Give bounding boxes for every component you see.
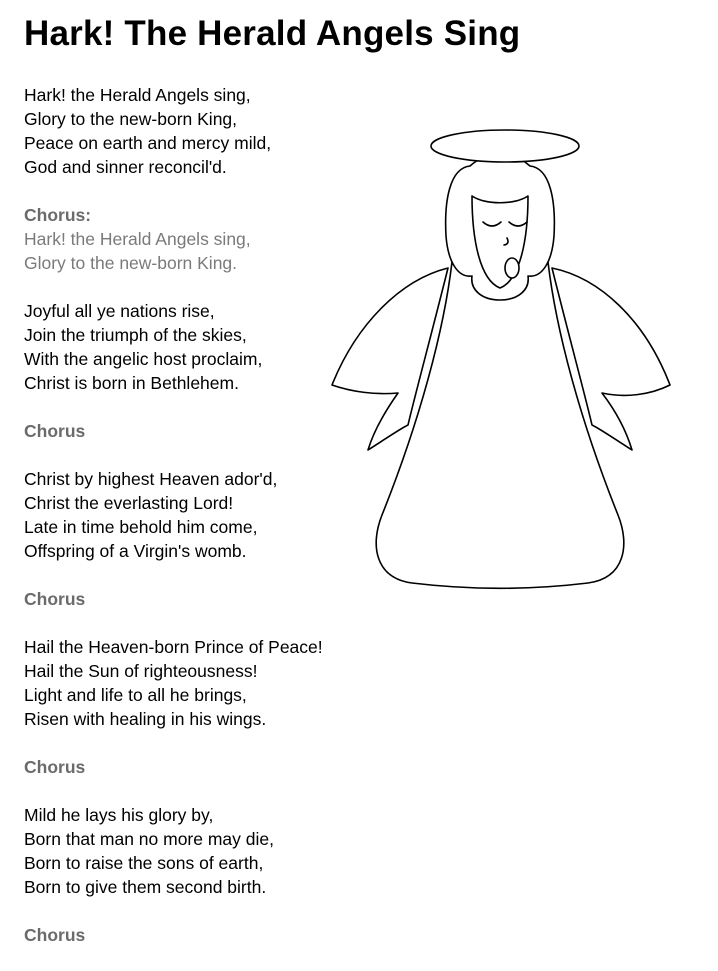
chorus-line: Glory to the new-born King. <box>24 253 238 273</box>
lyric-line: Christ the everlasting Lord! <box>24 493 234 513</box>
chorus-ref-4 <box>24 923 384 947</box>
lyric-line: Joyful all ye nations rise, <box>24 301 215 321</box>
lyric-line: Late in time behold him come, <box>24 517 258 537</box>
lyric-line: Born to give them second birth. <box>24 877 267 897</box>
lyric-line: Born to raise the sons of earth, <box>24 853 264 873</box>
angel-illustration <box>318 100 713 600</box>
chorus-ref-3 <box>24 755 384 779</box>
lyric-line: Christ is born in Bethlehem. <box>24 373 239 393</box>
lyric-line: Hark! the Herald Angels sing, <box>24 85 251 105</box>
chorus-heading: Chorus <box>24 925 86 945</box>
lyric-line: Join the triumph of the skies, <box>24 325 247 345</box>
lyric-line: Hail the Heaven-born Prince of Peace! <box>24 637 323 657</box>
chorus-heading: Chorus <box>24 421 86 441</box>
mouth-icon <box>505 258 519 278</box>
lyric-line: Peace on earth and mercy mild, <box>24 133 272 153</box>
lyric-line: God and sinner reconcil'd. <box>24 157 227 177</box>
lyric-line: Hail the Sun of righteousness! <box>24 661 258 681</box>
lyric-line: Christ by highest Heaven ador'd, <box>24 469 278 489</box>
verse-4 <box>24 635 384 731</box>
lyric-line: With the angelic host proclaim, <box>24 349 263 369</box>
chorus-heading: Chorus <box>24 589 86 609</box>
page-title: Hark! The Herald Angels Sing <box>24 14 521 53</box>
chorus-heading: Chorus <box>24 757 86 777</box>
chorus-line: Hark! the Herald Angels sing, <box>24 229 251 249</box>
lyric-line: Mild he lays his glory by, <box>24 805 214 825</box>
lyric-line: Born that man no more may die, <box>24 829 274 849</box>
chorus-heading: Chorus: <box>24 205 92 225</box>
lyric-line: Risen with healing in his wings. <box>24 709 267 729</box>
halo-icon <box>431 130 579 162</box>
lyric-line: Light and life to all he brings, <box>24 685 247 705</box>
lyric-line: Offspring of a Virgin's womb. <box>24 541 247 561</box>
lyric-line: Glory to the new-born King, <box>24 109 238 129</box>
verse-5 <box>24 803 384 899</box>
